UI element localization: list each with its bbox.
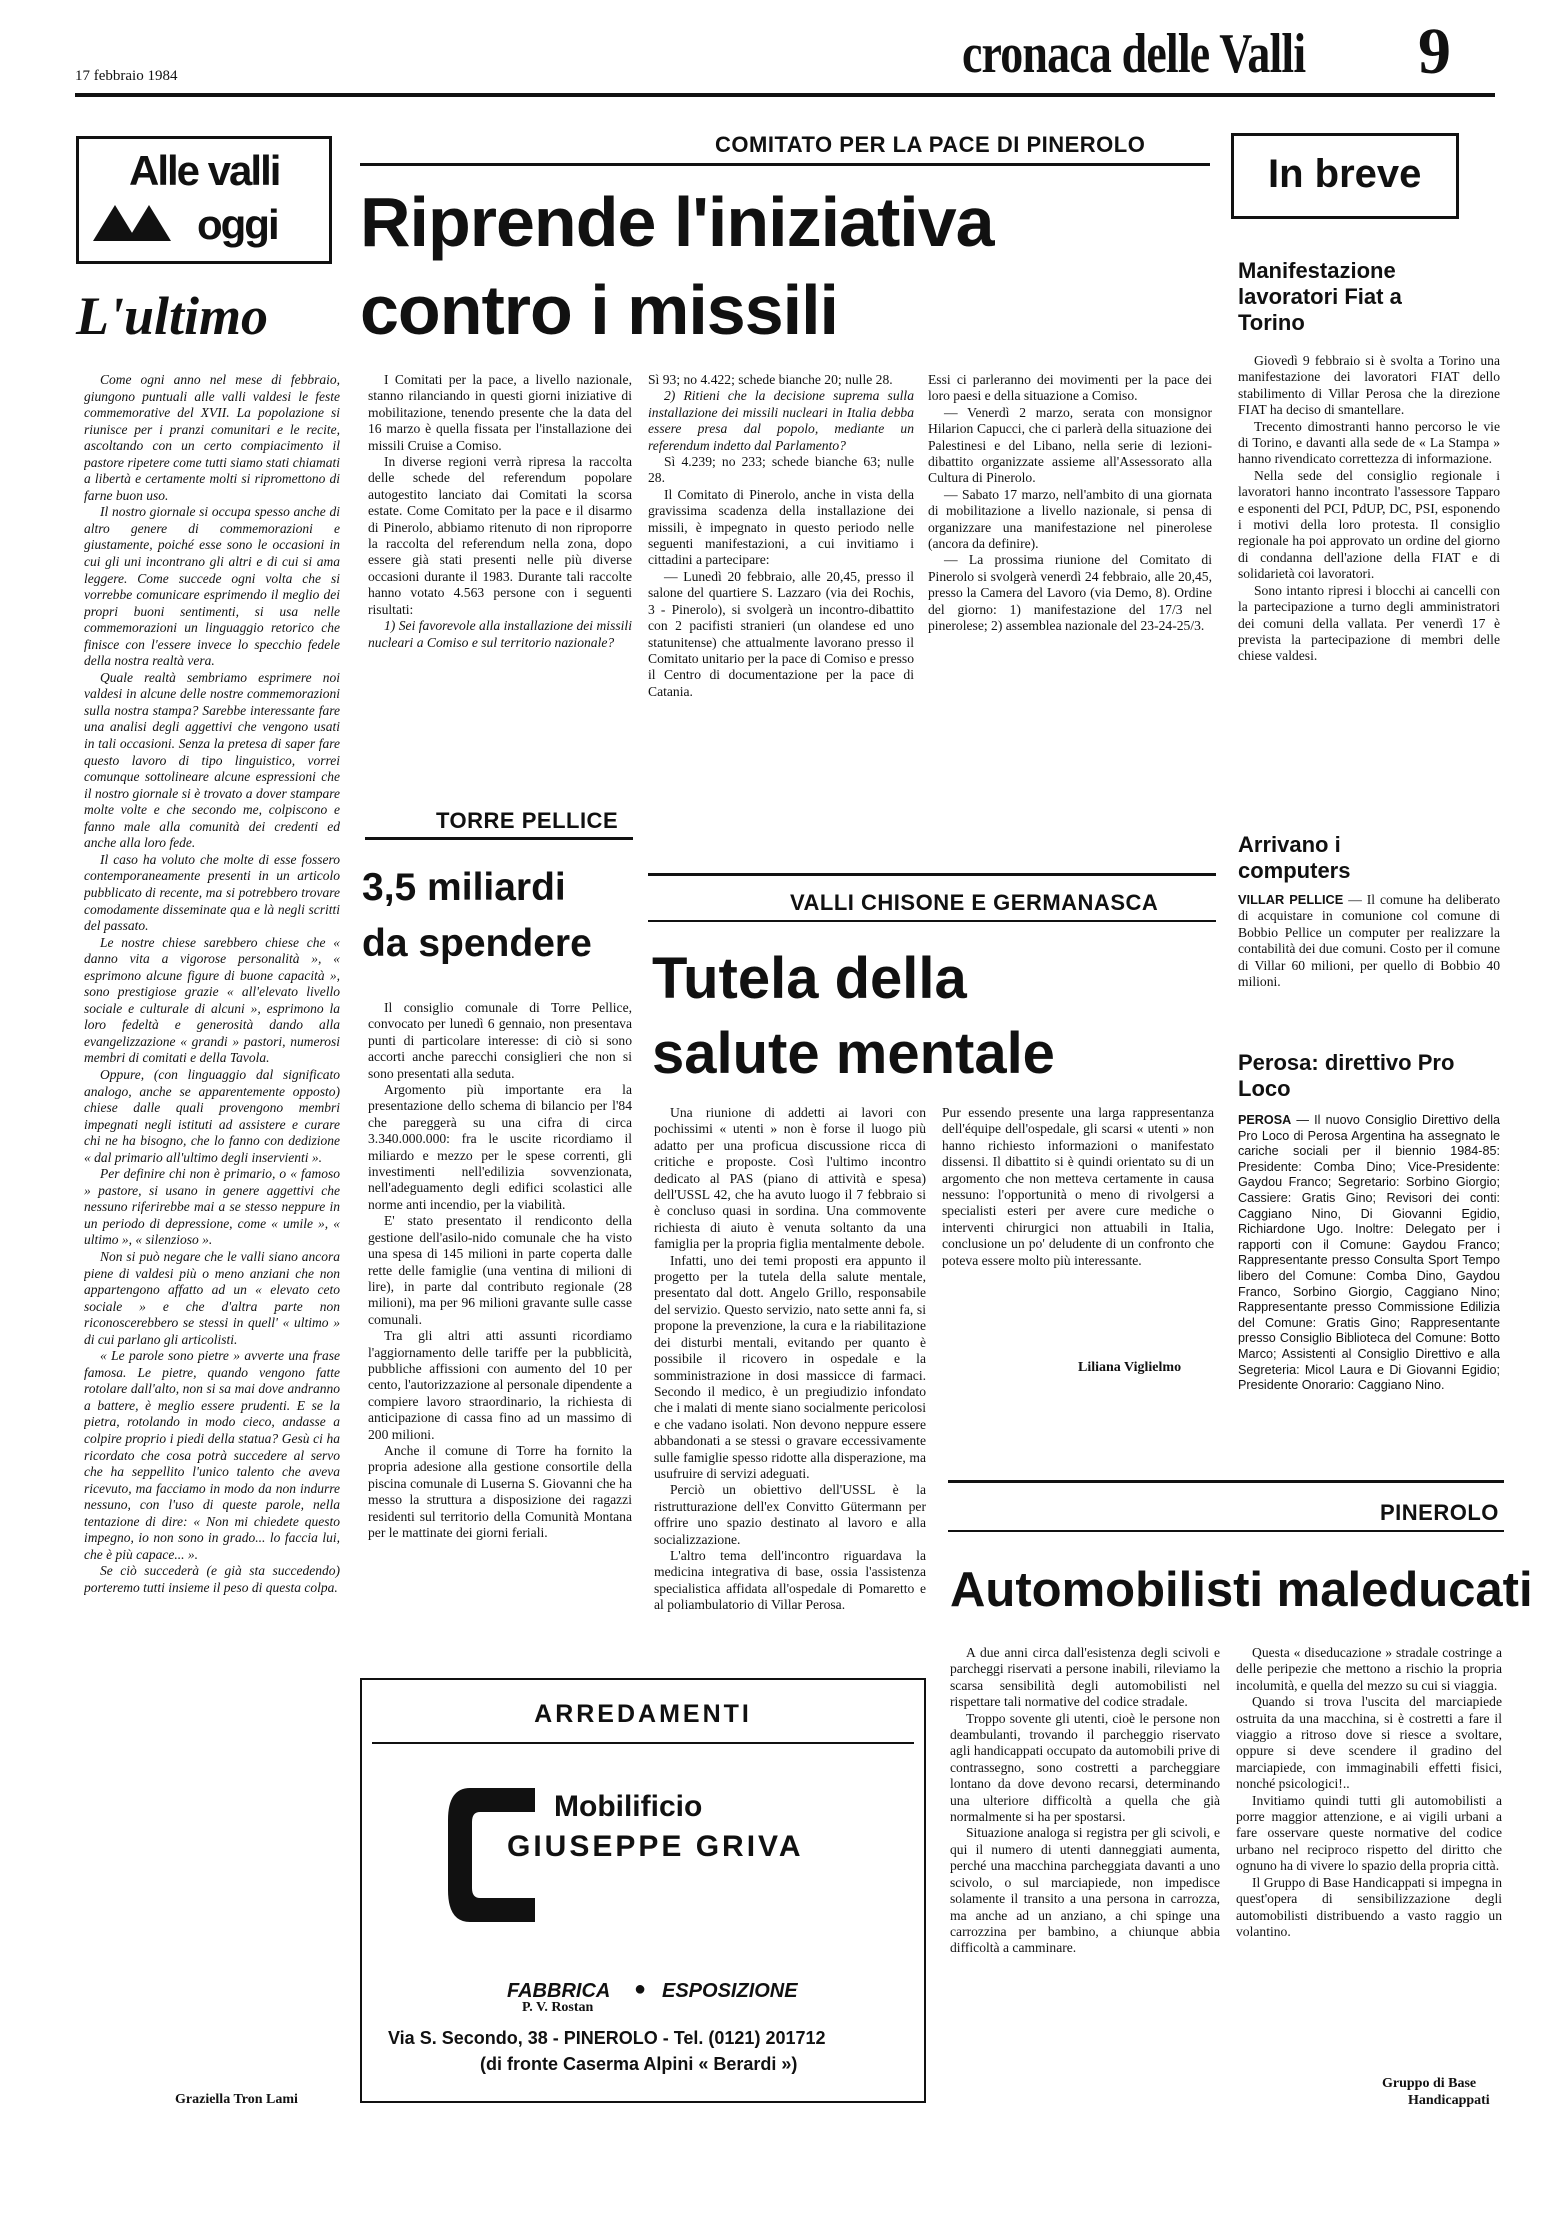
ad-fabbrica: FABBRICA: [507, 1980, 611, 2002]
paragraph: Quale realtà sembriamo esprimere noi valdesi in alcune delle nostre commemorazioni sulla nostra stampa? Sarebbe interessante fare una analisi degli aggettivi che vengono usati in tali occasioni. Senza la pretesa di saper fare questo lavoro di tipo linguistico, vorrei comunque sottolineare alcune espressioni che il nostro giornale si è trovato a dover stampare molte volte e che secondo me, colpiscono e fanno male alla comunità dei credenti ed anche alla loro fede.: [84, 669, 340, 851]
salute-byline: Liliana Viglielmo: [1078, 1360, 1182, 1375]
ad-esposizione: ESPOSIZIONE: [662, 1980, 798, 2002]
paragraph: Tra gli altri atti assunti ricordiamo l'aggiornamento delle tariffe per la pubblicità, pubbliche affissioni con aumento del 10 per cento, l'autorizzazione al personale dipendente a compiere lavoro straordinario, la richiesta di anticipazione di cassa fino ad un massimo di 200 milioni.: [368, 1328, 632, 1442]
salute-kicker-rule: [648, 920, 1216, 922]
auto-headline: Automobilisti maleducati: [950, 1563, 1533, 1617]
paragraph: Il nostro giornale si occupa spesso anche di altro genere di commemorazioni e giustamente, poiché esse sono le occasioni in cui gli uni incontrano gli altri e di cui si ama leggere. Come succede ogni volta che si vorrebbe comunicare esprimendo il meglio dei propri buoni sentimenti, si usa nelle commemorazioni un linguaggio retorico che finisce con l'essere invece lo specchio fedele della nostra realtà vera.: [84, 504, 340, 669]
ad-brand-2: GIUSEPPE GRIVA: [507, 1830, 804, 1863]
rubric-logo-line1: Alle valli: [129, 147, 280, 194]
paragraph: Situazione analoga si registra per gli scivoli, e qui il numero di utenti danneggiati aumenta, perché una macchina parcheggiata davanti a uno scivolo, o sul marciapiede, non impedisce solamente il transito a una persona in carrozza, ma anche ad un anziano, a chi spinge una carrozzina per bambino, a chiunque abbia difficoltà a camminare.: [950, 1825, 1220, 1956]
computers-text: — Il comune ha deliberato di acquistare in comunione col comune di Bobbio Pellice un computer per realizzare la contabilità dei due comuni. Costo per il comune di Villar 60 milioni, per quello di Bobbio 40 milioni.: [1238, 892, 1500, 990]
paragraph: Sono intanto ripresi i blocchi ai cancelli con la partecipazione a turno degli amministratori dei comuni della vallata. Per venerdì 17 è prevista la partecipazione di membri delle chiese valdesi.: [1238, 582, 1500, 664]
paragraph: Giovedì 9 febbraio si è svolta a Torino una manifestazione dei lavoratori FIAT dello stabilimento di Villar Perosa che la direzione FIAT ha deciso di smantellare.: [1238, 353, 1500, 418]
auto-col-2: [1236, 1645, 1502, 2085]
auto-byline-2: Handicappati: [1408, 2093, 1490, 2108]
missili-headline-2: contro i missili: [360, 271, 838, 349]
rubric-logo-line2: oggi: [197, 201, 278, 248]
paragraph: Sì 4.239; no 233; schede bianche 63; nulle 28.: [648, 454, 914, 486]
ad-top-rule: [372, 1742, 914, 1744]
paragraph: Se ciò succederà (e già sta succedendo) porteremo tutti insieme il peso di questa colpa.: [84, 1563, 340, 1595]
paragraph: 2) Ritieni che la decisione suprema sulla installazione dei missili nucleari in Italia debba essere presa dal popolo, mediante un referendum indetto dal Parlamento?: [648, 388, 914, 453]
paragraph: Il consiglio comunale di Torre Pellice, convocato per lunedì 6 gennaio, non presentava punti di particolare interesse: di ciò si sono accorti anche parecchi consiglieri che non si sono presentati alla seduta.: [368, 1000, 632, 1081]
salute-top-rule: [648, 873, 1216, 876]
paragraph: — La prossima riunione del Comitato di Pinerolo si svolgerà venerdì 24 febbraio, alle 20,45, presso la Camera del Lavoro (via Demo, 8). Ordine del giorno: 1) manifestazione del 17/3 nel pinerolese; 2) assemblea nazionale del 23-24-25/3.: [928, 552, 1212, 634]
page-date: 17 febbraio 1984: [75, 68, 178, 84]
missili-kicker-rule: [360, 163, 1210, 166]
paragraph: L'altro tema dell'incontro riguardava la medicina integrativa di base, ossia l'assistenza specialistica affidata all'ospedale di Pomaretto e al poliambulatorio di Villar Perosa.: [654, 1547, 926, 1613]
paragraph: Come ogni anno nel mese di febbraio, giungono puntuali alle valli valdesi le feste commemorative del XVII. La popolazione si riunisce per i pranzi comunitari e le recite, ascoltando con un certo compiacimento il pastore ripetere come tutti siamo stati chiamati a libertà e certamente molti si ripromettono di farne buon uso.: [84, 372, 340, 503]
torre-headline-1: 3,5 miliardi: [362, 866, 566, 909]
paragraph: Il Gruppo di Base Handicappati si impegna in quest'opera di sensibilizzazione degli automobilisti distribuendo a vasto raggio un volantino.: [1236, 1874, 1502, 1939]
torre-kicker: TORRE PELLICE: [436, 808, 619, 833]
ad-brand-1: Mobilificio: [554, 1790, 703, 1823]
torre-headline-2: da spendere: [362, 922, 592, 965]
ad-top-label: ARREDAMENTI: [534, 1700, 752, 1728]
paragraph: — Venerdì 2 marzo, serata con monsignor Hilarion Capucci, che ci parlerà della situazione dei Palestinesi e del Libano, nella serie di lezioni-dibattito organizzate assieme all'Assessorato alla Cultura di Pinerolo.: [928, 404, 1212, 486]
proloco-place: PEROSA: [1238, 1113, 1292, 1127]
sidebar-body: [84, 372, 340, 2086]
paragraph: Sì 93; no 4.422; schede bianche 20; nulle 28.: [648, 372, 893, 387]
paragraph: Perciò un obiettivo dell'USSL è la ristrutturazione dell'ex Convitto Gütermann per offrire uno spazio destinato al lavoro e alla socializzazione.: [654, 1482, 926, 1547]
missili-col-2: [648, 372, 914, 872]
fiat-body: [1238, 353, 1500, 808]
paragraph: Oppure, (con linguaggio dal significato analogo, anche se apparentemente opposto) chiese dalle quali provengono membri impegnati negli istituti ad assistere e curare chi ne ha bisogno, che lo fanno con dedizione « dal primario all'ultimo degli inservienti ».: [84, 1066, 340, 1165]
auto-top-rule: [948, 1480, 1504, 1483]
paragraph: Le nostre chiese sarebbero chiese che « danno vita a vigorose personalità », « esprimono alcune figure di buone capacità », sono prestigiose grazie « all'elevato livello sociale e culturale di alcuni », esprimono la loro fedeltà e generosità dando alla evangelizzazione « grandi » pastori, numerosi membri di comitati e della Tavola.: [84, 934, 340, 1066]
computers-body: [1238, 892, 1500, 1032]
salute-headline-2: salute mentale: [652, 1021, 1055, 1086]
paragraph: A due anni circa dall'esistenza degli scivoli e parcheggi riservati a persone inabili, rileviamo la scarsa sensibilità degli automobilisti nel rispettare tali normative del codice stradale.: [950, 1645, 1220, 1710]
paragraph: Una riunione di addetti ai lavori con pochissimi « utenti » non è forse il luogo più adatto per una proficua discussione ricca di critiche e proposte. Così l'ultimo incontro dedicato al PAS (piano di attività e spesa) dell'USSL 42, che ha avuto luogo il 7 febbraio si è concluso quasi in sordina. Una commovente richiesta di aiuto è venuta soltanto da una famiglia per la propria figlia mentalmente debole.: [654, 1105, 926, 1252]
paragraph: Pur essendo presente una larga rappresentanza dell'équipe dell'ospedale, gli scarsi « utenti » non hanno richiesto informazioni o manifestato dissensi. Il dibattito si è quindi orientato su di un argomento che non metteva certamente in causa nessuno: l'opportunità o meno di rivolgersi a specialisti esteri per avere cure mediche o interventi chirurgici non attuabili in Italia, conclusione un po' deludente di un confronto che poteva essere molto più interessante.: [942, 1105, 1214, 1268]
paragraph: — Sabato 17 marzo, nell'ambito di una giornata di mobilitazione a livello nazionale, si pensa di organizzare una manifestazione nel pinerolese (ancora da definire).: [928, 486, 1212, 552]
missili-col-1: [368, 372, 632, 772]
sidebar-byline: Graziella Tron Lami: [175, 2092, 298, 2107]
missili-kicker: COMITATO PER LA PACE DI PINEROLO: [715, 132, 1146, 157]
computers-title: Arrivano i computers: [1238, 832, 1351, 883]
missili-col-3: [928, 372, 1212, 872]
proloco-body: [1238, 1113, 1500, 1463]
header-rule: [75, 93, 1495, 97]
breve-title: In breve: [1268, 152, 1422, 196]
paragraph: Nella sede del consiglio regionale i lavoratori hanno incontrato l'assessore Tapparo e esponenti del PCI, PdUP, DC, PSI, esponendo i motivi della loro protesta. Il consiglio regionale ha poi approvato un ordine del giorno di condanna dell'azione della FIAT e di solidarietà coi lavoratori.: [1238, 467, 1500, 582]
paragraph: Questa « diseducazione » stradale costringe a delle peripezie che mettono a rischio la propria incolumità, e quella del mezzo su cui si viaggia.: [1236, 1645, 1502, 1693]
paragraph: Quando si trova l'uscita del marciapiede ostruita da una macchina, si è costretti a fare il viaggio a ritroso dove si riesce a svoltare, oppure si deve scendere il gradino del marciapiede, con immaginabili effetti fisici, nonché psicologici!..: [1236, 1694, 1502, 1792]
auto-kicker-rule: [948, 1530, 1504, 1532]
paragraph: — Lunedì 20 febbraio, alle 20,45, presso il salone del quartiere S. Lazzaro (via dei Rochis, 3 - Pinerolo), si svolgerà un incontro-dibattito con 2 pacifisti stranieri (un olandese ed uno statunitense) che attualmente lavorano presso il Comitato unitario per la pace di Comiso e presso il Centro di documentazione per la pace di Catania.: [648, 568, 914, 699]
missili-headline-1: Riprende l'iniziativa: [360, 183, 994, 261]
fiat-title: Manifestazione lavoratori Fiat a Torino: [1238, 258, 1402, 335]
sidebar-title: L'ultimo: [76, 286, 269, 346]
paragraph: Infatti, uno dei temi proposti era appunto il progetto per la tutela della salute mentale, presentato dal dott. Angelo Grillo, responsabile del servizio. Questo servizio, nato sette anni fa, si propone la prevenzione, la cura e la riabilitazione dei disturbi mentali, evitando per quanto è possibile il ricovero in ospedale e la somministrazione in dosi massicce di farmaci. Secondo il medico, è un pregiudizio infondato che i malati di mente siano socialmente pericolosi e che vadano isolati. Non devono neppure essere abbandonati a se stessi o gravare eccessivamente sulle famiglie spesso ridotte alla disperazione, ma usufruire di servizi adeguati.: [654, 1252, 926, 1481]
paragraph: Non si può negare che le valli siano ancora piene di valdesi più o meno anziani che non appartengono affatto ad un « elevato ceto sociale » e che d'altra parte non riconoscerebbero se stessi in quell' « ultimo » di cui parlano gli articolisti.: [84, 1248, 340, 1347]
paragraph: I Comitati per la pace, a livello nazionale, stanno rilanciando in questi giorni iniziative di mobilitazione, tenendo presente che la data del 16 marzo è quella fissata per l'installazione dei missili Cruise a Comiso.: [368, 372, 632, 453]
breve-box: [1231, 133, 1459, 219]
ad-address: Via S. Secondo, 38 - PINEROLO - Tel. (0121) 201712: [388, 2028, 826, 2048]
mountain-icon: [93, 201, 183, 246]
auto-kicker: PINEROLO: [1380, 1500, 1499, 1525]
paragraph: Argomento più importante era la presentazione dello schema di bilancio per l'84 che pareggerà su una cifra di circa 3.340.000.000: fra le uscite ricordiamo il miliardo e mezzo per le spese correnti, gli investimenti nell'edilizia sovvenzionata, nell'adeguamento degli edifici scolastici alle norme anti incendio, per la viabilità.: [368, 1082, 632, 1212]
paragraph: Trecento dimostranti hanno percorso le vie di Torino, e davanti alla sede de « La Stampa » hanno rivendicato correttezza di informazione.: [1238, 418, 1500, 467]
paragraph: « Le parole sono pietre » avverte una frase famosa. Le pietre, quando vengono fatte rotolare dall'alto, non si sa mai dove andranno a battere, è meglio essere prudenti. E se la pietra, rotolando in modo cieco, andasse a colpire proprio i piedi della statua? Gesù ci ha ricordato che cosa potrà succedere al servo che ha seppellito l'unico talento che aveva ricevuto, ma facciamo in modo da non indurre nessuno, con l'uso di queste parole, nella tentazione di dire: « Non mi chiedete questo impegno, io non sono in grado... lo faccia lui, che è più capace... ».: [84, 1348, 340, 1562]
paragraph: Troppo sovente gli utenti, cioè le persone non deambulanti, trovando il parcheggio riservato agli handicappati occupato da automobili prive di contrassegno, sono costretti a parcheggiare lontano da dove devono recarsi, determinando una ulteriore difficoltà a quella che già normalmente si ha per spostarsi.: [950, 1710, 1220, 1825]
paragraph: 1) Sei favorevole alla installazione dei missili nucleari a Comiso e sul territorio nazionale?: [368, 618, 632, 650]
paragraph: In diverse regioni verrà ripresa la raccolta delle schede del referendum popolare autogestito lanciato dai Comitati la scorsa estate. Come Comitato per la pace e il disarmo di Pinerolo, abbiamo ritenuto di non riproporre la raccolta del referendum nella zona, dopo essere già stati presenti nelle più diverse occasioni durante il 1983. Durante tali raccolte hanno votato 4.563 persone con i seguenti risultati:: [368, 454, 632, 617]
section-title: cronaca delle Valli: [962, 23, 1306, 85]
page-number: 9: [1418, 15, 1451, 88]
advertisement: [360, 1678, 926, 2103]
salute-col-2: [942, 1105, 1214, 1355]
paragraph: Il caso ha voluto che molte di esse fossero contemporaneamente presenti in un articolo pubblicato di recente, ma si potrebbero trovare comodamente disseminate qua e là negli scritti del passato.: [84, 851, 340, 934]
paragraph: Essi ci parleranno dei movimenti per la pace dei loro paesi e della situazione a Comiso.: [928, 372, 1212, 404]
auto-col-1: [950, 1645, 1220, 2115]
paragraph: E' stato presentato il rendiconto della gestione dell'asilo-nido comunale che ha visto una spesa di 145 milioni in parte coperta dalle rette delle famiglie (una ventina di milioni di lire), in parte dal contributo regionale (28 milioni), ma per 96 milioni gravante sulle casse comunali.: [368, 1213, 632, 1327]
salute-kicker: VALLI CHISONE E GERMANASCA: [790, 890, 1159, 915]
torre-kicker-rule: [365, 837, 633, 840]
ad-address-2: (di fronte Caserma Alpini « Berardi »): [480, 2054, 798, 2074]
proloco-title: Perosa: direttivo Pro Loco: [1238, 1050, 1455, 1101]
computers-place: VILLAR PELLICE: [1238, 892, 1344, 907]
torre-byline: P. V. Rostan: [522, 2000, 594, 2015]
paragraph: Il Comitato di Pinerolo, anche in vista della gravissima scadenza della installazione dei missili, è impegnato in questo periodo nelle seguenti manifestazioni, a cui invitiamo i cittadini a partecipare:: [648, 486, 914, 568]
salute-headline-1: Tutela della: [652, 946, 967, 1011]
ad-bullet-icon: ●: [634, 1978, 647, 2000]
paragraph: Per definire chi non è primario, o « famoso » pastore, si usano in genere aggettivi che nessuno riferirebbe mai a se stesso neppure in un periodo di depressione, come « umile », « ultimo », « silenzioso ».: [84, 1166, 340, 1248]
paragraph: Anche il comune di Torre ha fornito la propria adesione alla gestione consortile della piscina comunale di Luserna S. Giovanni che ha messo la struttura a disposizione dei ragazzi residenti sul territorio della Comunità Montana per le mattinate dei giorni feriali.: [368, 1442, 632, 1540]
rubric-logo: [76, 136, 332, 264]
proloco-text: — Il nuovo Consiglio Direttivo della Pro Loco di Perosa Argentina ha assegnato le cariche sociali per il biennio 1984-85: Presidente: Comba Dino; Vice-Presidente: Gaydou Franco; Segretario: Sorbino Giorgio; Cassiere: Gratis Gino; Revisori dei conti: Caggiano Nino, Di Giovanni Egidio, Richiardone Ugo. Inoltre: Delegato per i rapporti con il Comune: Gaydou Franco; Rappresentante presso Consulta Sport Tempo libero del Comune: Comba Dino, Gaydou Franco, Sorbino Giorgio, Caggiano Nino; Rappresentante presso Commissione Edilizia del Comune: Gratis Gino; Rappresentante presso Consiglio Biblioteca del Comune: Botto Marco; Assistenti al Consiglio Direttivo e alla Segreteria: Micol Laura e Di Giovanni Egidio; Presidente Onorario: Caggiano Nino.: [1238, 1113, 1500, 1393]
paragraph: Invitiamo quindi tutti gli automobilisti a porre maggior attenzione, e ai vigili urbani a fare osservare queste normative del codice urbano nel reciproco rispetto del diritto che ognuno ha di vivere lo spazio della propria città.: [1236, 1792, 1502, 1874]
auto-byline-1: Gruppo di Base: [1382, 2076, 1477, 2091]
